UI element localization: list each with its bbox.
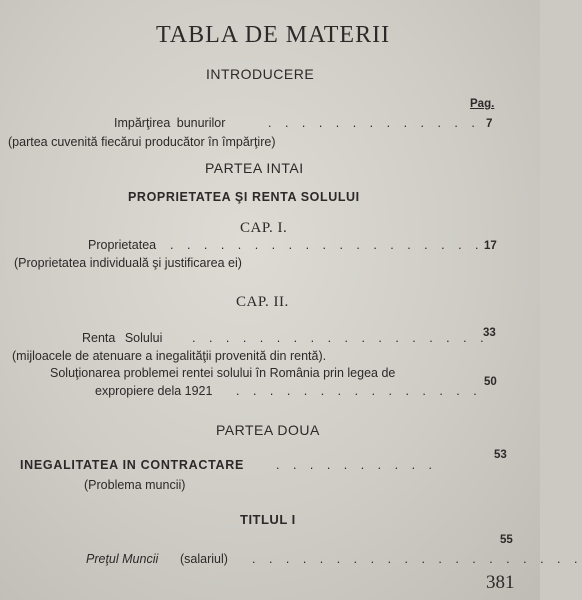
toc-entry-pretul: Preţul Muncii bbox=[86, 552, 159, 566]
partea-intai-heading: PARTEA INTAI bbox=[205, 160, 304, 176]
cap2-heading: CAP. II. bbox=[236, 294, 289, 310]
toc-subtitle-renta: (mijloacele de atenuare a inegalităţii provenită din rentă). bbox=[12, 349, 327, 363]
intro-heading: INTRODUCERE bbox=[206, 66, 315, 82]
toc-page-impartirea: 7 bbox=[486, 118, 493, 130]
titlul1-heading: TITLUL I bbox=[240, 512, 296, 527]
toc-leader-pretul: . . . . . . . . . . . . . . . . . . . . bbox=[252, 552, 582, 566]
toc-page-pretul: 55 bbox=[500, 534, 513, 546]
page-number: 381 bbox=[486, 572, 515, 593]
cap1-heading: CAP. I. bbox=[240, 220, 288, 236]
toc-page-renta: 33 bbox=[483, 327, 496, 339]
toc-subtitle-impartirea: (partea cuvenită fiecărui producător în împărţire) bbox=[8, 135, 276, 149]
page-title: TABLA DE MATERII bbox=[156, 22, 391, 48]
toc-subtitle-inegalitatea: (Problema muncii) bbox=[84, 478, 186, 492]
toc-leader-proprietatea: . . . . . . . . . . . . . . . . . . . bbox=[170, 238, 484, 252]
toc-entry-solutionare: Soluţionarea problemei rentei solului în România prin legea de bbox=[50, 366, 396, 380]
toc-page-proprietatea: 17 bbox=[484, 240, 497, 252]
toc-leader-inegalitatea: . . . . . . . . . . bbox=[276, 458, 437, 472]
toc-entry-solutionare-cont: expropiere dela 1921 bbox=[95, 384, 213, 398]
toc-entry-impartirea: Impărţirea bunurilor bbox=[114, 116, 226, 130]
pag-label: Pag. bbox=[470, 98, 495, 110]
toc-leader-impartirea: . . . . . . . . . . . . . bbox=[268, 116, 480, 130]
toc-entry-proprietatea: Proprietatea bbox=[88, 238, 157, 252]
toc-subtitle-proprietatea: (Proprietatea individuală şi justificarea ei) bbox=[14, 256, 242, 270]
partea-doua-heading: PARTEA DOUA bbox=[216, 422, 320, 438]
toc-leader-solutionare: . . . . . . . . . . . . . . . bbox=[236, 384, 482, 398]
toc-entry-inegalitatea: INEGALITATEA IN CONTRACTARE bbox=[20, 458, 244, 472]
toc-page-solutionare: 50 bbox=[484, 376, 497, 388]
section-proprietatea-renta: PROPRIETATEA ŞI RENTA SOLULUI bbox=[128, 190, 360, 204]
toc-entry-pretul-rest: (salariul) bbox=[180, 552, 228, 566]
toc-leader-renta: . . . . . . . . . . . . . . . . . . bbox=[192, 331, 489, 345]
toc-entry-renta: Renta Solului bbox=[82, 331, 163, 345]
toc-page-inegalitatea: 53 bbox=[494, 449, 507, 461]
